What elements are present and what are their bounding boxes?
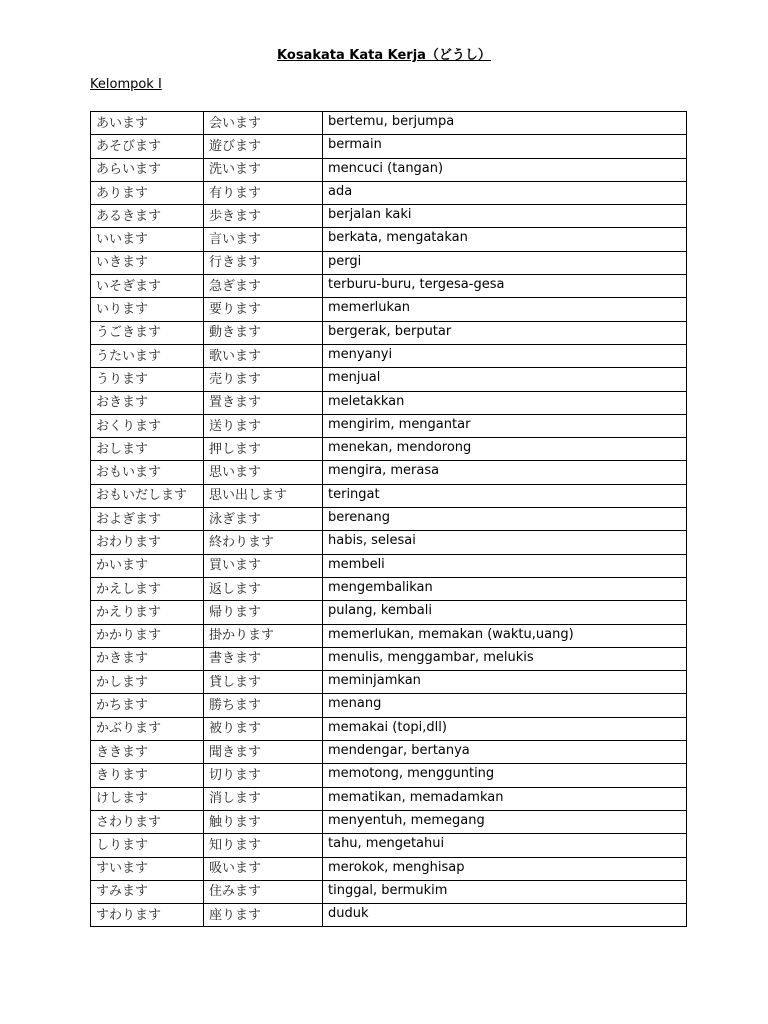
kana-cell: あいます [91, 112, 204, 135]
meaning-cell: mematikan, memadamkan [323, 787, 687, 810]
meaning-cell: membeli [323, 554, 687, 577]
table-row [91, 741, 687, 764]
kana-cell: あるきます [91, 205, 204, 228]
kanji-cell: 聞きます [204, 741, 323, 764]
kana-cell: あらいます [91, 158, 204, 181]
meaning-cell: merokok, menghisap [323, 857, 687, 880]
table-row [91, 391, 687, 414]
kana-cell: あります [91, 181, 204, 204]
kana-cell: おもいます [91, 461, 204, 484]
kana-cell: かえします [91, 577, 204, 600]
table-row [91, 787, 687, 810]
meaning-cell: tahu, mengetahui [323, 834, 687, 857]
table-row [91, 904, 687, 927]
table-row [91, 577, 687, 600]
meaning-cell: menang [323, 694, 687, 717]
table-row [91, 717, 687, 740]
meaning-cell: ada [323, 181, 687, 204]
kana-cell: きります [91, 764, 204, 787]
meaning-cell: berkata, mengatakan [323, 228, 687, 251]
kanji-cell: 返します [204, 577, 323, 600]
kana-cell: すわります [91, 904, 204, 927]
meaning-cell: menekan, mendorong [323, 438, 687, 461]
table-row [91, 461, 687, 484]
kanji-cell: 会います [204, 112, 323, 135]
kanji-cell: 吸います [204, 857, 323, 880]
table-row [91, 158, 687, 181]
table-row [91, 275, 687, 298]
kanji-cell: 切ります [204, 764, 323, 787]
kanji-cell: 泳ぎます [204, 508, 323, 531]
kanji-cell: 送ります [204, 414, 323, 437]
kana-cell: あそびます [91, 135, 204, 158]
table-row [91, 135, 687, 158]
meaning-cell: terburu-buru, tergesa-gesa [323, 275, 687, 298]
kana-cell: いります [91, 298, 204, 321]
kanji-cell: 急ぎます [204, 275, 323, 298]
kanji-cell: 行きます [204, 251, 323, 274]
section-heading: Kelompok I [90, 77, 162, 92]
table-row [91, 624, 687, 647]
table-row [91, 368, 687, 391]
meaning-cell: memakai (topi,dll) [323, 717, 687, 740]
kanji-cell: 有ります [204, 181, 323, 204]
kana-cell: かちます [91, 694, 204, 717]
meaning-cell: mendengar, bertanya [323, 741, 687, 764]
kanji-cell: 被ります [204, 717, 323, 740]
table-row [91, 484, 687, 507]
meaning-cell: memotong, menggunting [323, 764, 687, 787]
table-row [91, 810, 687, 833]
kanji-cell: 遊びます [204, 135, 323, 158]
kanji-cell: 思います [204, 461, 323, 484]
meaning-cell: menyanyi [323, 344, 687, 367]
kana-cell: うります [91, 368, 204, 391]
vocabulary-table-body [91, 112, 687, 927]
kanji-cell: 言います [204, 228, 323, 251]
table-row [91, 531, 687, 554]
meaning-cell: berjalan kaki [323, 205, 687, 228]
kana-cell: うたいます [91, 344, 204, 367]
vocabulary-table [90, 111, 687, 927]
kanji-cell: 消します [204, 787, 323, 810]
meaning-cell: duduk [323, 904, 687, 927]
kana-cell: かきます [91, 647, 204, 670]
kana-cell: かえります [91, 601, 204, 624]
table-row [91, 554, 687, 577]
kana-cell: おします [91, 438, 204, 461]
table-row [91, 205, 687, 228]
kana-cell: うごきます [91, 321, 204, 344]
table-row [91, 298, 687, 321]
table-row [91, 834, 687, 857]
table-row [91, 880, 687, 903]
table-row [91, 857, 687, 880]
table-row [91, 228, 687, 251]
meaning-cell: menyentuh, memegang [323, 810, 687, 833]
kana-cell: おもいだします [91, 484, 204, 507]
kanji-cell: 勝ちます [204, 694, 323, 717]
kana-cell: おきます [91, 391, 204, 414]
kanji-cell: 触ります [204, 810, 323, 833]
kana-cell: およぎます [91, 508, 204, 531]
table-row [91, 764, 687, 787]
kanji-cell: 貸します [204, 671, 323, 694]
meaning-cell: bertemu, berjumpa [323, 112, 687, 135]
table-row [91, 112, 687, 135]
kanji-cell: 買います [204, 554, 323, 577]
meaning-cell: menulis, menggambar, melukis [323, 647, 687, 670]
meaning-cell: pergi [323, 251, 687, 274]
kanji-cell: 歩きます [204, 205, 323, 228]
meaning-cell: mengira, merasa [323, 461, 687, 484]
meaning-cell: mengirim, mengantar [323, 414, 687, 437]
kanji-cell: 座ります [204, 904, 323, 927]
kana-cell: いいます [91, 228, 204, 251]
kana-cell: おわります [91, 531, 204, 554]
table-row [91, 671, 687, 694]
kana-cell: さわります [91, 810, 204, 833]
meaning-cell: bergerak, berputar [323, 321, 687, 344]
kana-cell: いそぎます [91, 275, 204, 298]
kana-cell: ききます [91, 741, 204, 764]
kana-cell: おくります [91, 414, 204, 437]
kana-cell: けします [91, 787, 204, 810]
table-row [91, 414, 687, 437]
table-row [91, 647, 687, 670]
table-row [91, 344, 687, 367]
kana-cell: かかります [91, 624, 204, 647]
kanji-cell: 歌います [204, 344, 323, 367]
table-row [91, 181, 687, 204]
kanji-cell: 置きます [204, 391, 323, 414]
meaning-cell: bermain [323, 135, 687, 158]
page-title: Kosakata Kata Kerja（どうし） [277, 48, 491, 63]
kanji-cell: 思い出します [204, 484, 323, 507]
meaning-cell: berenang [323, 508, 687, 531]
table-row [91, 251, 687, 274]
meaning-cell: teringat [323, 484, 687, 507]
meaning-cell: memerlukan [323, 298, 687, 321]
kana-cell: かいます [91, 554, 204, 577]
kanji-cell: 掛かります [204, 624, 323, 647]
meaning-cell: menjual [323, 368, 687, 391]
kana-cell: かぶります [91, 717, 204, 740]
kanji-cell: 知ります [204, 834, 323, 857]
kana-cell: かします [91, 671, 204, 694]
kanji-cell: 住みます [204, 880, 323, 903]
kanji-cell: 書きます [204, 647, 323, 670]
kanji-cell: 帰ります [204, 601, 323, 624]
table-row [91, 438, 687, 461]
table-row [91, 694, 687, 717]
meaning-cell: meminjamkan [323, 671, 687, 694]
meaning-cell: mencuci (tangan) [323, 158, 687, 181]
kanji-cell: 洗います [204, 158, 323, 181]
kanji-cell: 要ります [204, 298, 323, 321]
kana-cell: いきます [91, 251, 204, 274]
kanji-cell: 売ります [204, 368, 323, 391]
meaning-cell: pulang, kembali [323, 601, 687, 624]
meaning-cell: habis, selesai [323, 531, 687, 554]
meaning-cell: meletakkan [323, 391, 687, 414]
table-row [91, 508, 687, 531]
meaning-cell: tinggal, bermukim [323, 880, 687, 903]
kana-cell: しります [91, 834, 204, 857]
table-row [91, 321, 687, 344]
kanji-cell: 終わります [204, 531, 323, 554]
table-row [91, 601, 687, 624]
kana-cell: すみます [91, 880, 204, 903]
kanji-cell: 動きます [204, 321, 323, 344]
meaning-cell: memerlukan, memakan (waktu,uang) [323, 624, 687, 647]
meaning-cell: mengembalikan [323, 577, 687, 600]
kana-cell: すいます [91, 857, 204, 880]
kanji-cell: 押します [204, 438, 323, 461]
